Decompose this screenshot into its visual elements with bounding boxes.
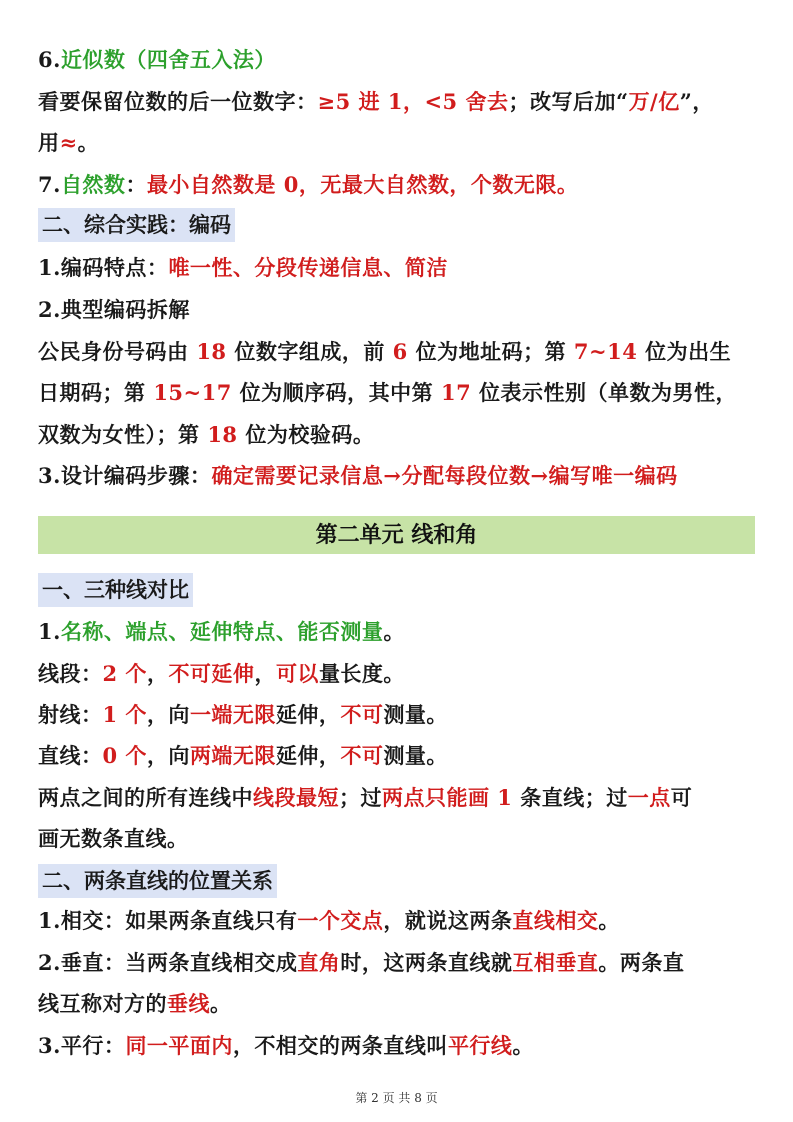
- perpendicular-line-2: [38, 989, 755, 1019]
- text: 测量。: [383, 702, 448, 727]
- highlight: 万/亿: [628, 89, 680, 114]
- text: 。两条直: [598, 950, 685, 975]
- text: ；改写后加“: [508, 89, 629, 114]
- text: 3.设计编码步骤：: [38, 463, 212, 488]
- highlight: 平行线: [447, 1033, 513, 1058]
- section-number: 7.: [38, 172, 61, 197]
- text: 位表示性别（单数为男性，: [471, 380, 738, 405]
- text: ，就说这两条: [383, 908, 513, 933]
- unit-title-banner: 第二单元 线和角: [38, 516, 755, 554]
- highlight: 可以: [275, 661, 319, 686]
- number: 18: [207, 422, 238, 447]
- coding-example-title: 2.典型编码拆解: [38, 297, 190, 322]
- text: ；过: [339, 785, 382, 810]
- rounding-rule-line-2: [38, 128, 755, 158]
- text: 双数为女性）；第: [38, 422, 208, 447]
- shortest-line-line-2: 画无数条直线。: [38, 826, 189, 851]
- number: 15~17: [153, 380, 232, 405]
- text: 位数字组成，前: [226, 339, 393, 364]
- ray-line: [38, 700, 755, 730]
- section-number: 6.: [38, 47, 61, 72]
- text: 可: [670, 785, 693, 810]
- text: ”，: [679, 89, 714, 114]
- text: ，: [146, 661, 169, 686]
- highlight: 确定需要记录信息→分配每段位数→编写唯一编码: [211, 463, 678, 488]
- id-code-line-3: [38, 420, 755, 450]
- highlight: 互相垂直: [512, 950, 599, 975]
- highlight: 两端无限: [189, 743, 276, 768]
- text: 1.相交：如果两条直线只有: [38, 908, 298, 933]
- text: ：: [125, 172, 147, 197]
- text: ，不相交的两条直线叫: [232, 1033, 448, 1058]
- text: 。: [210, 991, 232, 1016]
- highlight: 两点只能画 1: [382, 785, 513, 810]
- id-code-line-2: [38, 378, 755, 408]
- text: 直线：: [38, 743, 103, 768]
- text: 量长度。: [318, 661, 405, 686]
- text: 看要保留位数的后一位数字：: [38, 89, 318, 114]
- section-7-line: [38, 170, 755, 200]
- id-code-line-1: [38, 337, 755, 367]
- text: 公民身份号码由: [38, 339, 197, 364]
- intersect-line: [38, 906, 755, 936]
- text: ，向: [146, 702, 190, 727]
- section-title: 自然数: [60, 172, 126, 197]
- number: 18: [196, 339, 227, 364]
- highlight: ≈: [59, 130, 78, 155]
- highlight: 直角: [297, 950, 341, 975]
- text: 线互称对方的: [38, 991, 167, 1016]
- highlight: 最小自然数是 0，无最大自然数，个数无限。: [146, 172, 579, 197]
- text: 。: [598, 908, 620, 933]
- text: 时，这两条直线就: [340, 950, 513, 975]
- highlight: 同一平面内: [125, 1033, 233, 1058]
- section-6-title: [38, 45, 755, 75]
- position-section-header: 二、两条直线的位置关系: [38, 864, 277, 898]
- text: 1.编码特点：: [38, 255, 169, 280]
- highlight: 不可: [340, 743, 384, 768]
- highlight: 垂线: [167, 991, 210, 1016]
- segment-line: [38, 659, 755, 689]
- text: 延伸，: [275, 702, 341, 727]
- coding-section-header: 二、综合实践：编码: [38, 208, 235, 242]
- straight-line-line: [38, 741, 755, 771]
- text: 用: [38, 130, 60, 155]
- text: 。: [77, 130, 100, 155]
- highlight: 直线相交: [512, 908, 599, 933]
- text: 条直线；过: [512, 785, 628, 810]
- text: 射线：: [38, 702, 103, 727]
- highlight: 一端无限: [189, 702, 276, 727]
- highlight: 名称、端点、延伸特点、能否测量: [60, 619, 384, 644]
- lines-section-header: 一、三种线对比: [38, 573, 193, 607]
- text: 延伸，: [275, 743, 341, 768]
- text: 1.: [38, 619, 61, 644]
- text: 3.平行：: [38, 1033, 126, 1058]
- highlight: 线段最短: [253, 785, 339, 810]
- number: 7~14: [573, 339, 638, 364]
- parallel-line: [38, 1031, 755, 1061]
- text: 位为地址码；第: [407, 339, 574, 364]
- coding-features-line: [38, 253, 755, 283]
- lines-compare-line: [38, 617, 755, 647]
- number: 17: [440, 380, 472, 405]
- perpendicular-line: [38, 948, 755, 978]
- text: 。: [383, 619, 405, 644]
- text: 2.垂直：当两条直线相交成: [38, 950, 298, 975]
- coding-steps-line: [38, 461, 755, 491]
- text: 位为校验码。: [237, 422, 375, 447]
- highlight: 1 个: [102, 702, 147, 727]
- highlight: 一个交点: [297, 908, 384, 933]
- highlight: 一点: [627, 785, 671, 810]
- text: 位为顺序码，其中第: [231, 380, 441, 405]
- page-footer: 第 2 页 共 8 页: [355, 1091, 438, 1105]
- text: ，向: [146, 743, 190, 768]
- highlight: 唯一性、分段传递信息、简洁: [168, 255, 448, 280]
- text: 位为出生: [637, 339, 732, 364]
- text: 两点之间的所有连线中: [38, 785, 253, 810]
- text: ，: [254, 661, 276, 686]
- text: 。: [512, 1033, 534, 1058]
- shortest-line-line: [38, 783, 755, 813]
- number: 6: [392, 339, 408, 364]
- text: 线段：: [38, 661, 103, 686]
- text: 日期码；第: [38, 380, 154, 405]
- highlight: 不可: [340, 702, 384, 727]
- highlight: ≥5 进 1，<5 舍去: [317, 89, 509, 114]
- highlight: 不可延伸: [168, 661, 255, 686]
- section-title: 近似数（四舍五入法）: [60, 47, 276, 72]
- rounding-rule-line: [38, 87, 755, 117]
- highlight: 2 个: [102, 661, 147, 686]
- highlight: 0 个: [102, 743, 147, 768]
- text: 测量。: [383, 743, 448, 768]
